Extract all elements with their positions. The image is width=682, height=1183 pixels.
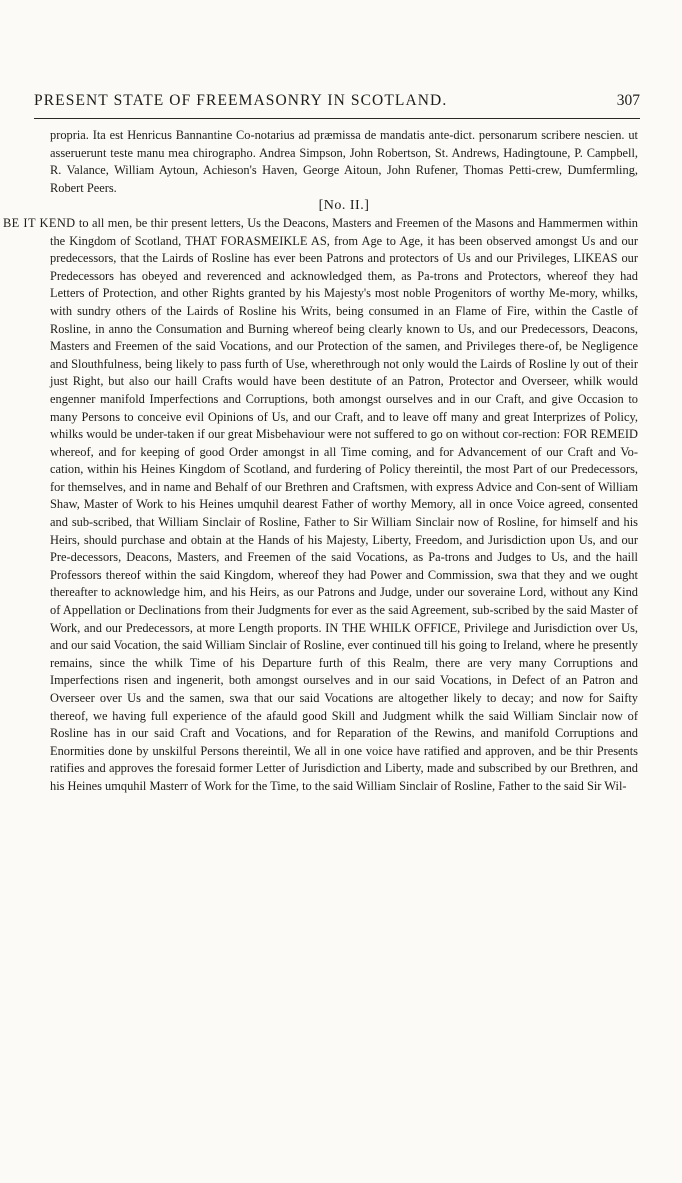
section-heading: [No. II.] bbox=[318, 198, 370, 214]
page-header bbox=[34, 92, 640, 114]
item-2-text: to all men, be thir present letters, Us the Deacons, Masters and Freemen of the Masons and Hammermen within the Kingdom of Scotland, THAT FORASMEIKLE AS, from Age to Age, it has been observed amongst Us and our predecessors, that the Lairds of Rosline has ever been Patrons and protectors of Us and our Privileges, LIKEAS our Predecessors has obeyed and reverenced and acknowledged them, as Pa-trons and Protectors, whereof they had Letters of Protection, and other Rights granted by his Majesty's most noble Progenitors of worthy Me-mory, whilks, with sundry others of the Lairds of Rosline his Writs, being consumed in an Flame of Fire, within the Castle of Rosline, in anno the Consumation and Burning whereof being clearly known to Us, and our Predecessors, Deacons, Masters and Freemen of the said Vocations, and our Protection of the samen, and Privileges there-of, be Negligence and Slouthfulness, being likely to pass furth of Use, wherethrough not only would the Lairds of Rosline ly out of their just Right, but also our haill Crafts would have been destitute of an Patron, Protector and Overseer, whilk would engenner manifold Imperfections and Corruptions, both amongst ourselves and in our Craft, and give Occasion to many Persons to conceive evil Opinions of Us, and our Craft, and to leave off many and great Interprizes of Policy, whilks would be under-taken if our great Misbehaviour were not suffered to go on without cor-rection: FOR REMEID whereof, and for keeping of good Order amongst in all Time coming, and for Advancement of our Craft and Vo-cation, within his Heines Kingdom of Scotland, and furdering of Policy thereintil, the most Part of our Predecessors, for themselves, and in name and Behalf of our Brethren and Craftsmen, with express Advice and Con-sent of William Shaw, Master of Work to his Heines umquhil dearest Father of worthy Memory, all in once Voice agreed, consented and sub-scribed, that William Sinclair of Rosline, Father to Sir William Sinclair now of Rosline, for himself and his Heirs, should purchase and obtain at the Hands of his Majesty, Liberty, Freedom, and Jurisdiction upon Us, and our Pre-decessors, Deacons, Masters, and Freemen of the said Vocations, as Pa-trons and Judges to Us, and the haill Professors thereof within the said Kingdom, whereof they had Power and Commission, swa that they and we ought thereafter to acknowledge him, and his Heirs, as our Patrons and Judge, under our soveraine Lord, without any Kind of Appellation or Declinations from their Judgments for ever as the said Agreement, sub-scribed by the said Master of Work, and our Predecessors, at more Length proports. IN THE WHILK OFFICE, Privilege and Jurisdiction over Us, and our said Vocation, the said William Sinclair of Rosline, ever continued till his going to Ireland, where he presently remains, since the whilk Time of his Departure furth of this Realm, there are very many Corruptions and Imperfections risen and ingenerit, both amongst ourselves and in our said Vocations, in Defect of an Patron and Overseer over Us and the samen, swa that our said Vocations are altogether likely to decay; and now for Saifty thereof, we having full experience of the afauld good Skill and Judgment whilk the said William Sinclair now of Rosline has in our said Craft and Vocations, and for Reparation of the Rewins, and manifold Corruptions and Enormities done by unskilful Persons thereintil, We all in one voice have ratified and approven, and be thir Presents ratifies and approves the foresaid former Letter of Jurisdiction and Liberty, made and subscribed by our Brethren, and his Heines umquhil Masterr of Work for the Time, to the said William Sinclair of Rosline, Father to the said Sir Wil- bbox=[50, 215, 638, 793]
header-rule bbox=[34, 118, 640, 119]
document-body bbox=[3, 127, 638, 796]
page-number: 307 bbox=[616, 92, 640, 109]
item-1-paragraph: propria. Ita est Henricus Bannantine Co-notarius ad præmissa de mandatis ante-dict. personarum scribere nescien. ut asseruerunt teste manu mea chirographo. Andrea Simpson, John Robertson, St. Andrews, Hadingtoune, P. Campbell, R. Valance, William Aytoun, Achieson's Haven, George Aitoun, John Rufener, Thomas Petti-crew, Dumfermling, Robert Peers. bbox=[50, 128, 638, 195]
item-2-paragraph bbox=[3, 215, 638, 796]
item-2-lead-in: BE IT KEND bbox=[3, 215, 76, 230]
running-title: PRESENT STATE OF FREEMASONRY IN SCOTLAND. bbox=[34, 92, 448, 109]
